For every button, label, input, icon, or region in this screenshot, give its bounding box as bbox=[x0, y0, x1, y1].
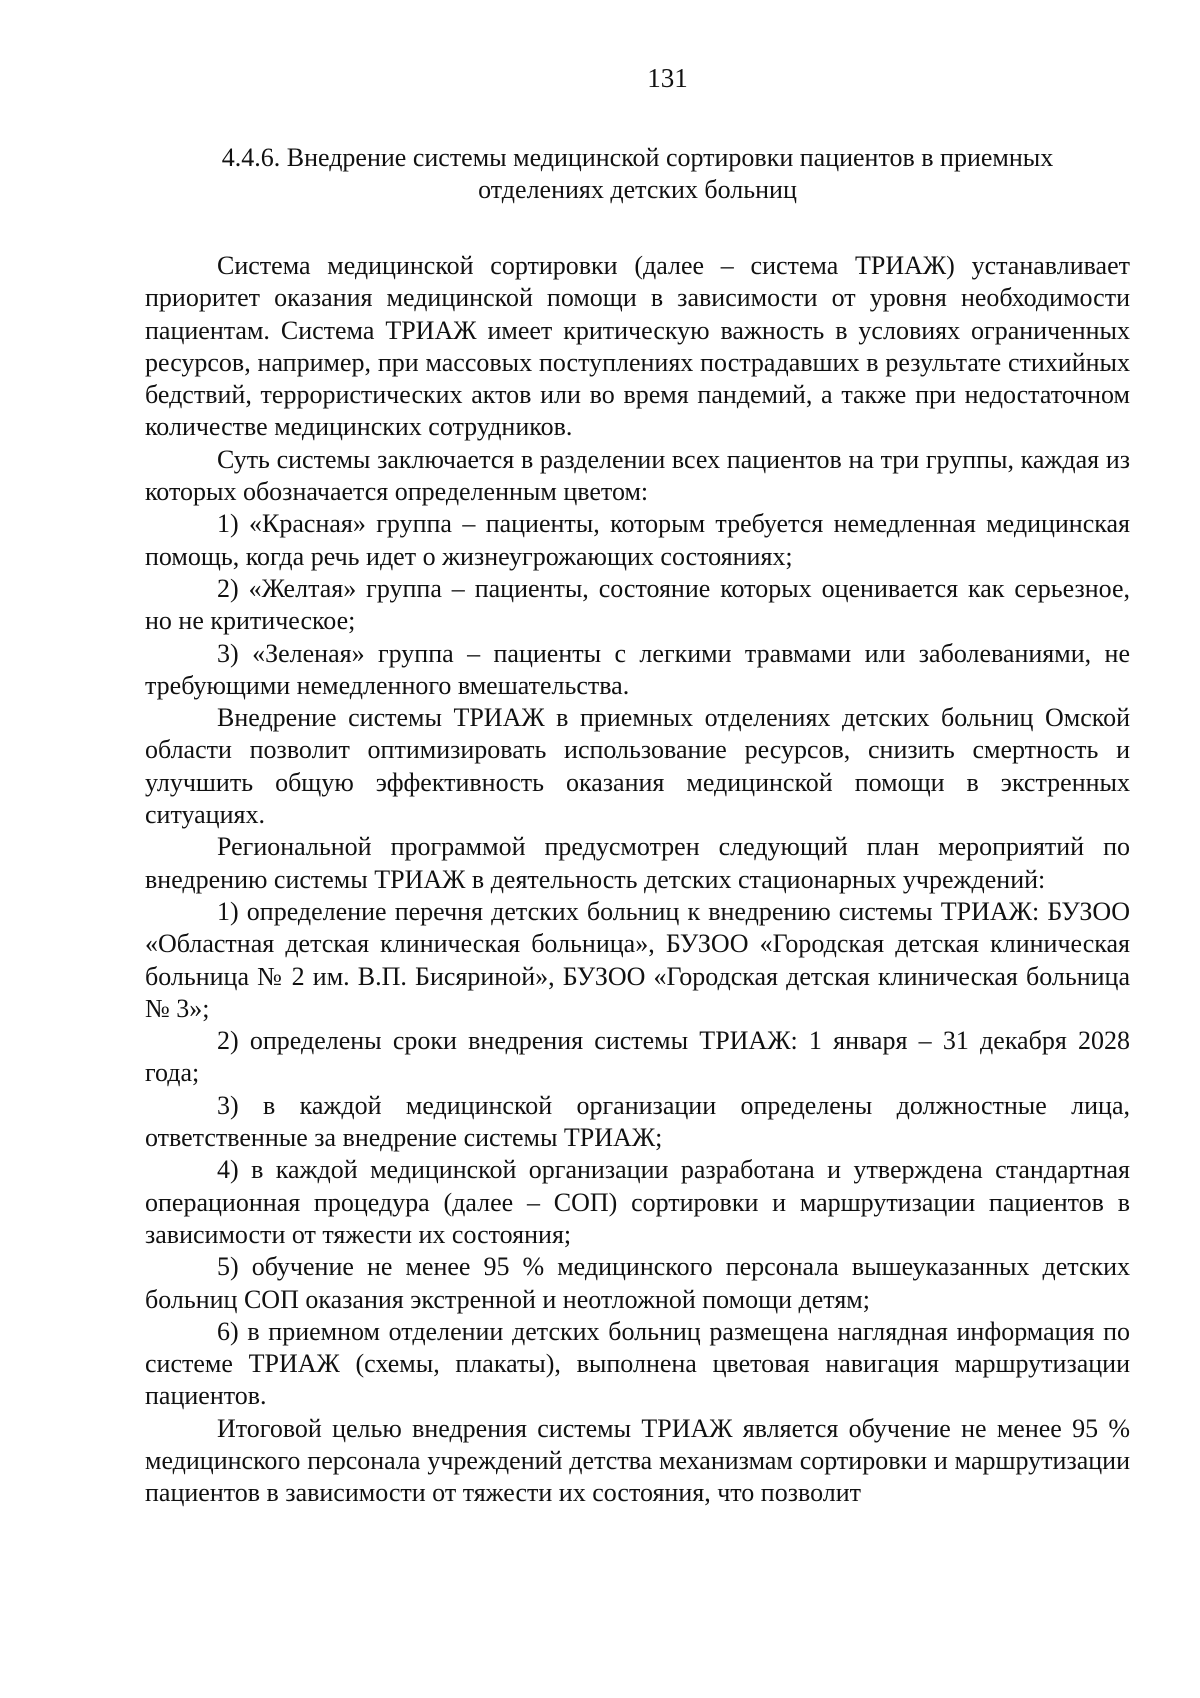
paragraph-final-goal: Итоговой целью внедрения системы ТРИАЖ является обучение не менее 95 % медицинского персонала учреждений детства механизмам сортировки и маршрутизации пациентов в зависимости от тяжести их состояния, что позволит bbox=[145, 1413, 1130, 1508]
plan-item-2: 2) определены сроки внедрения системы ТРИАЖ: 1 января – 31 декабря 2028 года; bbox=[145, 1026, 1130, 1088]
plan-item-4: 4) в каждой медицинской организации разработана и утверждена стандартная операционная процедура (далее – СОП) сортировки и маршрутизации пациентов в зависимости от тяжести их состояния; bbox=[145, 1155, 1130, 1249]
section-heading-line-2: отделениях детских больниц bbox=[478, 175, 797, 204]
paragraph-plan-intro: Региональной программой предусмотрен следующий план мероприятий по внедрению системы ТРИАЖ в деятельность детских стационарных учреждений: bbox=[145, 832, 1130, 894]
page-number: 131 bbox=[647, 63, 688, 93]
plan-item-6: 6) в приемном отделении детских больниц размещена наглядная информация по системе ТРИАЖ (схемы, плакаты), выполнена цветовая навигация маршрутизации пациентов. bbox=[145, 1316, 1130, 1411]
list-item-yellow-group: 2) «Желтая» группа – пациенты, состояние которых оценивается как серьезное, но не критическое; bbox=[145, 573, 1130, 636]
plan-item-3: 3) в каждой медицинской организации определены должностные лица, ответственные за внедрение системы ТРИАЖ; bbox=[145, 1090, 1130, 1153]
plan-item-1: 1) определение перечня детских больниц к внедрению системы ТРИАЖ: БУЗОО «Областная детская клиническая больница», БУЗОО «Городская детская клиническая больница № 2 им. В.П. Бисяриной», БУЗОО «Городская детская клиническая больница № 3»; bbox=[145, 896, 1130, 1023]
list-item-green-group: 3) «Зеленая» группа – пациенты с легкими травмами или заболеваниями, не требующими немедленного вмешательства. bbox=[145, 638, 1130, 700]
paragraph-triage-definition: Система медицинской сортировки (далее – система ТРИАЖ) устанавливает приоритет оказания медицинской помощи в зависимости от уровня необходимости пациентам. Система ТРИАЖ имеет критическую важность в условиях ограниченных ресурсов, например, при массовых поступлениях пострадавших в результате стихийных бедствий, террористических актов или во время пандемий, а также при недостаточном количестве медицинских сотрудников. bbox=[145, 251, 1130, 442]
section-heading-line-1: 4.4.6. Внедрение системы медицинской сортировки пациентов в приемных bbox=[221, 143, 1054, 172]
list-item-red-group: 1) «Красная» группа – пациенты, которым требуется немедленная медицинская помощь, когда речь идет о жизнеугрожающих состояниях; bbox=[145, 509, 1130, 571]
plan-item-5: 5) обучение не менее 95 % медицинского персонала вышеуказанных детских больниц СОП оказания экстренной и неотложной помощи детям; bbox=[145, 1252, 1130, 1314]
section-heading bbox=[145, 142, 1130, 206]
paragraph-groups-intro: Суть системы заключается в разделении всех пациентов на три группы, каждая из которых обозначается определенным цветом: bbox=[145, 444, 1130, 507]
paragraph-implementation-benefits: Внедрение системы ТРИАЖ в приемных отделениях детских больниц Омской области позволит оптимизировать использование ресурсов, снизить смертность и улучшить общую эффективность оказания медицинской помощи в экстренных ситуациях. bbox=[145, 703, 1130, 830]
document-page bbox=[145, 62, 1130, 1510]
